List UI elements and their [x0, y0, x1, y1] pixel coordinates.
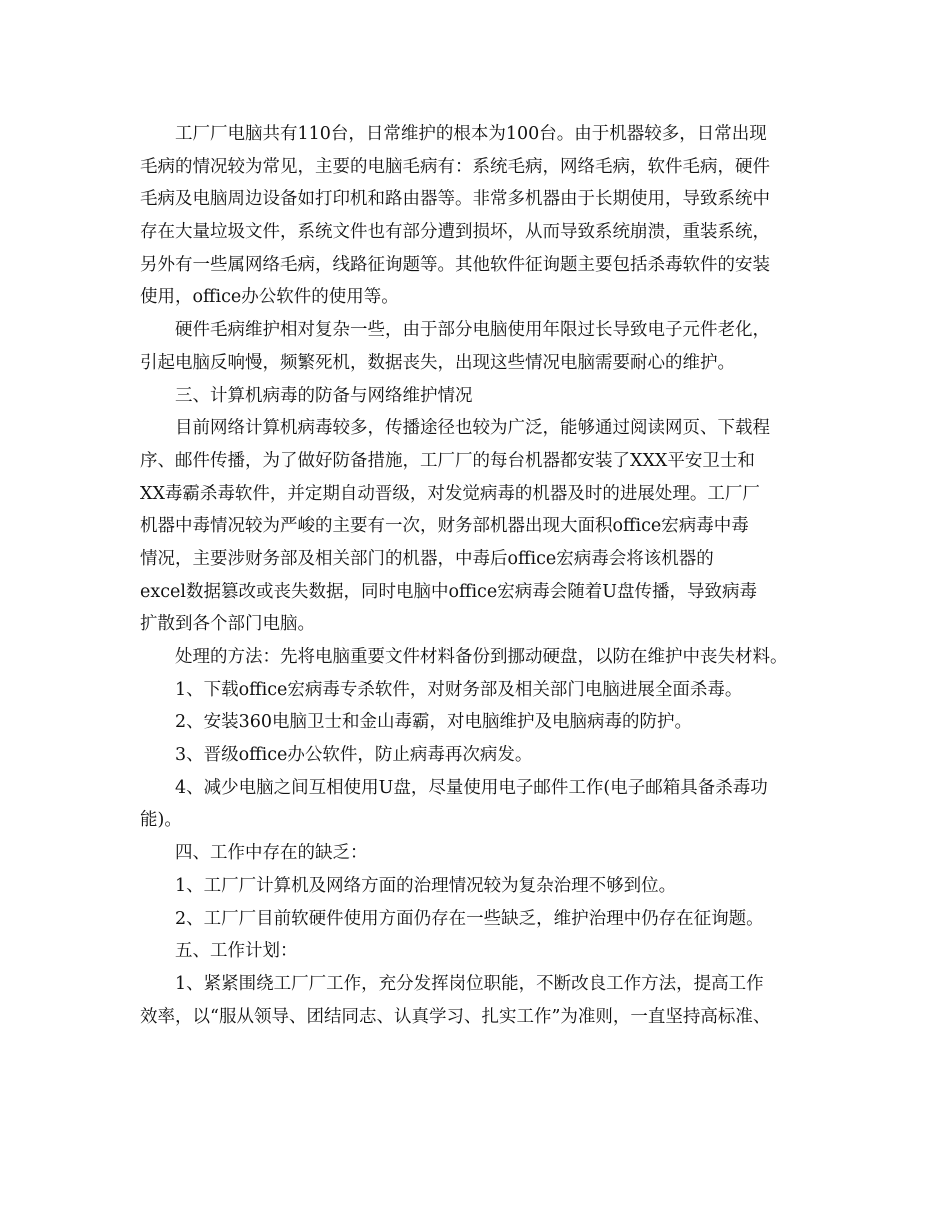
document-body — [140, 118, 830, 1033]
text-line: 机器中毒情况较为严峻的主要有一次，财务部机器出现大面积office宏病毒中毒 — [140, 516, 749, 537]
text-line: excel数据篡改或丧失数据，同时电脑中office宏病毒会随着U盘传播，导致病毒 — [140, 581, 757, 602]
text-line: 四、工作中存在的缺乏： — [175, 843, 368, 864]
text-line: 毛病及电脑周边设备如打印机和路由器等。非常多机器由于长期使用，导致系统中 — [140, 189, 770, 210]
text-line: 1、紧紧围绕工厂厂工作，充分发挥岗位职能，不断改良工作方法，提高工作 — [175, 973, 764, 994]
text-line: 五、工作计划： — [175, 941, 298, 962]
text-line: 1、下载office宏病毒专杀软件，对财务部及相关部门电脑进展全面杀毒。 — [175, 679, 743, 700]
text-line: 引起电脑反响慢，频繁死机，数据丧失，出现这些情况电脑需要耐心的维护。 — [140, 352, 735, 373]
text-line: 效率，以“服从领导、团结同志、认真学习、扎实工作”为准则，一直坚持高标准、 — [140, 1006, 771, 1027]
text-line: 存在大量垃圾文件，系统文件也有部分遭到损坏，从而导致系统崩溃，重装系统， — [140, 222, 770, 243]
text-line: 2、工厂厂目前软硬件使用方面仍存在一些缺乏，维护治理中仍存在征询题。 — [175, 908, 764, 929]
text-line: 三、计算机病毒的防备与网络维护情况 — [175, 385, 473, 406]
text-line: XX毒霸杀毒软件，并定期自动晋级，对发觉病毒的机器及时的进展处理。工厂厂 — [140, 483, 760, 504]
text-line: 工厂厂电脑共有110台，日常维护的根本为100台。由于机器较多，日常出现 — [175, 124, 767, 144]
text-line: 情况，主要涉财务部及相关部门的机器，中毒后office宏病毒会将该机器的 — [140, 548, 714, 569]
text-line: 另外有一些属网络毛病，线路征询题等。其他软件征询题主要包括杀毒软件的安装 — [140, 254, 770, 275]
text-line: 序、邮件传播，为了做好防备措施，工厂厂的每台机器都安装了XXX平安卫士和 — [140, 450, 755, 471]
text-line: 2、安装360电脑卫士和金山毒霸，对电脑维护及电脑病毒的防护。 — [175, 712, 693, 733]
text-line: 扩散到各个部门电脑。 — [140, 614, 315, 635]
text-line: 目前网络计算机病毒较多，传播途径也较为广泛，能够通过阅读网页、下载程 — [175, 418, 770, 439]
text-line: 4、减少电脑之间互相使用U盘，尽量使用电子邮件工作(电子邮箱具备杀毒功 — [175, 777, 768, 798]
text-line: 能)。 — [140, 810, 182, 831]
text-line: 1、工厂厂计算机及网络方面的治理情况较为复杂治理不够到位。 — [175, 875, 677, 896]
text-line: 使用，office办公软件的使用等。 — [140, 287, 399, 308]
text-line: 硬件毛病维护相对复杂一些，由于部分电脑使用年限过长导致电子元件老化， — [175, 320, 770, 341]
text-line: 处理的方法：先将电脑重要文件材料备份到挪动硬盘，以防在维护中丧失材料。 — [175, 647, 788, 667]
text-line: 毛病的情况较为常见，主要的电脑毛病有：系统毛病，网络毛病，软件毛病，硬件 — [140, 156, 770, 177]
text-line: 3、晋级office办公软件，防止病毒再次病发。 — [175, 745, 533, 766]
